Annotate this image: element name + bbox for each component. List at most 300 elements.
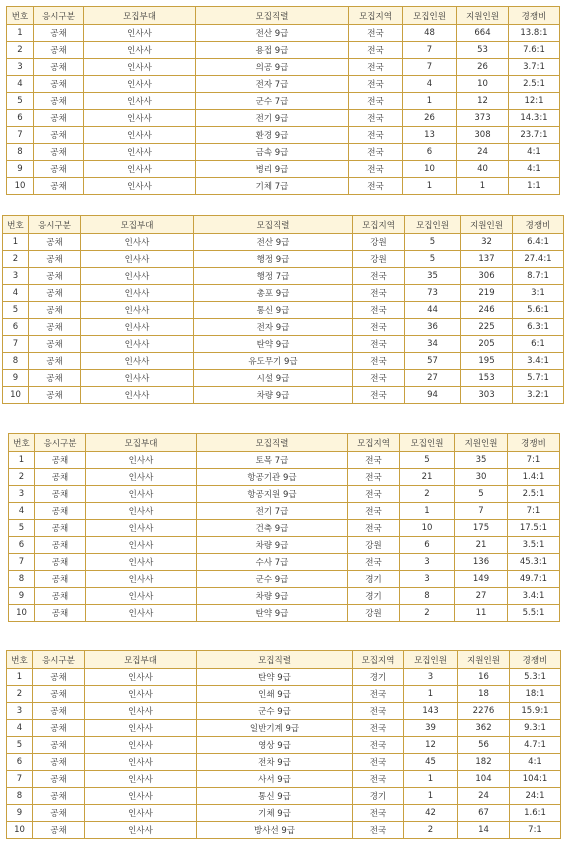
cell-recruit: 10 bbox=[403, 161, 457, 178]
cell-type: 공채 bbox=[34, 144, 84, 161]
cell-position: 수사 7급 bbox=[197, 554, 348, 571]
column-header-position: 모집직렬 bbox=[197, 434, 348, 452]
cell-type: 공채 bbox=[34, 93, 84, 110]
cell-ratio: 18:1 bbox=[510, 686, 561, 703]
column-header-recruit: 모집인원 bbox=[405, 216, 461, 234]
cell-region: 전국 bbox=[349, 59, 403, 76]
cell-region: 전국 bbox=[349, 110, 403, 127]
cell-type: 공채 bbox=[29, 319, 81, 336]
column-header-unit: 모집부대 bbox=[84, 7, 196, 25]
cell-recruit: 13 bbox=[403, 127, 457, 144]
cell-position: 군수 7급 bbox=[196, 93, 349, 110]
cell-ratio: 24:1 bbox=[510, 788, 561, 805]
cell-applicants: 153 bbox=[461, 370, 513, 387]
cell-no: 2 bbox=[3, 251, 29, 268]
cell-position: 건축 9급 bbox=[197, 520, 348, 537]
cell-ratio: 3.4:1 bbox=[513, 353, 564, 370]
cell-recruit: 1 bbox=[403, 93, 457, 110]
cell-position: 군수 9급 bbox=[197, 703, 353, 720]
table-row bbox=[3, 268, 564, 285]
cell-type: 공채 bbox=[34, 178, 84, 195]
cell-ratio: 5.3:1 bbox=[510, 669, 561, 686]
header-row bbox=[7, 651, 561, 669]
cell-position: 토목 7급 bbox=[197, 452, 348, 469]
cell-no: 5 bbox=[7, 737, 33, 754]
cell-ratio: 5.5:1 bbox=[508, 605, 560, 622]
column-header-position: 모집직렬 bbox=[197, 651, 353, 669]
cell-region: 전국 bbox=[348, 554, 400, 571]
table-row bbox=[7, 720, 561, 737]
cell-region: 전국 bbox=[353, 771, 404, 788]
column-header-recruit: 모집인원 bbox=[404, 651, 458, 669]
table-row bbox=[7, 59, 560, 76]
cell-applicants: 149 bbox=[455, 571, 508, 588]
cell-position: 시설 9급 bbox=[194, 370, 353, 387]
cell-no: 3 bbox=[3, 268, 29, 285]
cell-recruit: 94 bbox=[405, 387, 461, 404]
column-header-applicants: 지원인원 bbox=[457, 7, 509, 25]
cell-recruit: 4 bbox=[403, 76, 457, 93]
cell-type: 공채 bbox=[34, 110, 84, 127]
cell-ratio: 4:1 bbox=[510, 754, 561, 771]
column-header-no: 번호 bbox=[9, 434, 35, 452]
cell-ratio: 14.3:1 bbox=[509, 110, 560, 127]
column-header-type: 응시구분 bbox=[29, 216, 81, 234]
cell-region: 강원 bbox=[348, 537, 400, 554]
cell-recruit: 5 bbox=[405, 251, 461, 268]
cell-unit: 인사사 bbox=[85, 754, 197, 771]
recruitment-table-3 bbox=[8, 433, 560, 622]
cell-region: 경기 bbox=[353, 669, 404, 686]
cell-ratio: 3.4:1 bbox=[508, 588, 560, 605]
cell-applicants: 27 bbox=[455, 588, 508, 605]
table-row bbox=[3, 234, 564, 251]
cell-region: 전국 bbox=[349, 127, 403, 144]
cell-no: 4 bbox=[3, 285, 29, 302]
cell-ratio: 3.2:1 bbox=[513, 387, 564, 404]
cell-region: 전국 bbox=[348, 520, 400, 537]
cell-no: 6 bbox=[3, 319, 29, 336]
cell-position: 전자 9급 bbox=[194, 319, 353, 336]
cell-position: 차량 9급 bbox=[194, 387, 353, 404]
cell-no: 5 bbox=[7, 93, 34, 110]
column-header-recruit: 모집인원 bbox=[400, 434, 455, 452]
cell-unit: 인사사 bbox=[81, 251, 194, 268]
cell-no: 6 bbox=[9, 537, 35, 554]
cell-ratio: 1.4:1 bbox=[508, 469, 560, 486]
cell-applicants: 21 bbox=[455, 537, 508, 554]
table-row bbox=[7, 161, 560, 178]
cell-applicants: 7 bbox=[455, 503, 508, 520]
cell-position: 항공지원 9급 bbox=[197, 486, 348, 503]
cell-ratio: 4.7:1 bbox=[510, 737, 561, 754]
cell-unit: 인사사 bbox=[85, 703, 197, 720]
cell-position: 방사선 9급 bbox=[197, 822, 353, 839]
cell-recruit: 1 bbox=[400, 503, 455, 520]
cell-no: 7 bbox=[7, 127, 34, 144]
cell-applicants: 53 bbox=[457, 42, 509, 59]
cell-region: 전국 bbox=[348, 486, 400, 503]
cell-ratio: 7:1 bbox=[510, 822, 561, 839]
cell-applicants: 175 bbox=[455, 520, 508, 537]
cell-type: 공채 bbox=[29, 353, 81, 370]
cell-recruit: 5 bbox=[405, 234, 461, 251]
cell-position: 전기 9급 bbox=[196, 110, 349, 127]
cell-position: 금속 9급 bbox=[196, 144, 349, 161]
table-row bbox=[9, 469, 560, 486]
cell-applicants: 664 bbox=[457, 25, 509, 42]
cell-recruit: 21 bbox=[400, 469, 455, 486]
cell-position: 통신 9급 bbox=[194, 302, 353, 319]
cell-type: 공채 bbox=[35, 503, 86, 520]
cell-no: 7 bbox=[3, 336, 29, 353]
cell-region: 전국 bbox=[353, 703, 404, 720]
column-header-type: 응시구분 bbox=[33, 651, 85, 669]
cell-ratio: 27.4:1 bbox=[513, 251, 564, 268]
table-row bbox=[7, 93, 560, 110]
column-header-applicants: 지원인원 bbox=[458, 651, 510, 669]
column-header-no: 번호 bbox=[3, 216, 29, 234]
table-row bbox=[3, 370, 564, 387]
cell-type: 공채 bbox=[33, 703, 85, 720]
cell-unit: 인사사 bbox=[85, 686, 197, 703]
cell-recruit: 36 bbox=[405, 319, 461, 336]
cell-recruit: 1 bbox=[404, 788, 458, 805]
cell-region: 전국 bbox=[353, 285, 405, 302]
cell-applicants: 32 bbox=[461, 234, 513, 251]
cell-no: 6 bbox=[7, 110, 34, 127]
table-row bbox=[3, 319, 564, 336]
table-row bbox=[9, 588, 560, 605]
cell-region: 전국 bbox=[348, 503, 400, 520]
cell-applicants: 308 bbox=[457, 127, 509, 144]
cell-position: 영상 9급 bbox=[197, 737, 353, 754]
cell-ratio: 104:1 bbox=[510, 771, 561, 788]
cell-position: 기체 7급 bbox=[196, 178, 349, 195]
cell-region: 전국 bbox=[353, 387, 405, 404]
cell-no: 1 bbox=[3, 234, 29, 251]
cell-unit: 인사사 bbox=[81, 285, 194, 302]
cell-position: 일반기계 9급 bbox=[197, 720, 353, 737]
cell-region: 전국 bbox=[349, 178, 403, 195]
cell-recruit: 143 bbox=[404, 703, 458, 720]
cell-no: 2 bbox=[7, 686, 33, 703]
cell-no: 9 bbox=[3, 370, 29, 387]
cell-applicants: 10 bbox=[457, 76, 509, 93]
cell-unit: 인사사 bbox=[84, 25, 196, 42]
cell-no: 2 bbox=[7, 42, 34, 59]
cell-type: 공채 bbox=[29, 336, 81, 353]
cell-recruit: 35 bbox=[405, 268, 461, 285]
table-row bbox=[7, 754, 561, 771]
cell-position: 행정 9급 bbox=[194, 251, 353, 268]
cell-applicants: 40 bbox=[457, 161, 509, 178]
column-header-type: 응시구분 bbox=[35, 434, 86, 452]
cell-recruit: 3 bbox=[400, 571, 455, 588]
cell-unit: 인사사 bbox=[81, 387, 194, 404]
cell-applicants: 136 bbox=[455, 554, 508, 571]
table-row bbox=[3, 285, 564, 302]
cell-recruit: 27 bbox=[405, 370, 461, 387]
cell-position: 의공 9급 bbox=[196, 59, 349, 76]
cell-unit: 인사사 bbox=[81, 336, 194, 353]
cell-unit: 인사사 bbox=[86, 486, 197, 503]
table-row bbox=[3, 353, 564, 370]
cell-region: 전국 bbox=[353, 353, 405, 370]
cell-region: 전국 bbox=[353, 720, 404, 737]
cell-ratio: 9.3:1 bbox=[510, 720, 561, 737]
cell-region: 전국 bbox=[353, 822, 404, 839]
cell-ratio: 8.7:1 bbox=[513, 268, 564, 285]
cell-applicants: 104 bbox=[458, 771, 510, 788]
cell-region: 경기 bbox=[353, 788, 404, 805]
cell-position: 탄약 9급 bbox=[197, 669, 353, 686]
column-header-ratio: 경쟁비 bbox=[513, 216, 564, 234]
cell-unit: 인사사 bbox=[81, 302, 194, 319]
cell-unit: 인사사 bbox=[85, 788, 197, 805]
cell-ratio: 3.5:1 bbox=[508, 537, 560, 554]
cell-type: 공채 bbox=[33, 805, 85, 822]
cell-recruit: 3 bbox=[400, 554, 455, 571]
table-row bbox=[7, 686, 561, 703]
cell-applicants: 182 bbox=[458, 754, 510, 771]
table-row bbox=[9, 486, 560, 503]
cell-recruit: 26 bbox=[403, 110, 457, 127]
cell-no: 4 bbox=[9, 503, 35, 520]
column-header-region: 모집지역 bbox=[348, 434, 400, 452]
cell-type: 공채 bbox=[34, 59, 84, 76]
cell-ratio: 2.5:1 bbox=[508, 486, 560, 503]
cell-unit: 인사사 bbox=[85, 737, 197, 754]
cell-ratio: 7:1 bbox=[508, 503, 560, 520]
cell-ratio: 7.6:1 bbox=[509, 42, 560, 59]
column-header-unit: 모집부대 bbox=[86, 434, 197, 452]
cell-ratio: 1:1 bbox=[509, 178, 560, 195]
cell-region: 경기 bbox=[348, 588, 400, 605]
cell-no: 7 bbox=[7, 771, 33, 788]
cell-type: 공채 bbox=[33, 771, 85, 788]
cell-region: 전국 bbox=[353, 319, 405, 336]
cell-ratio: 4:1 bbox=[509, 161, 560, 178]
cell-position: 환경 9급 bbox=[196, 127, 349, 144]
table-row bbox=[9, 571, 560, 588]
table-row bbox=[7, 737, 561, 754]
column-header-ratio: 경쟁비 bbox=[509, 7, 560, 25]
cell-applicants: 14 bbox=[458, 822, 510, 839]
cell-region: 강원 bbox=[348, 605, 400, 622]
cell-type: 공채 bbox=[33, 737, 85, 754]
cell-region: 강원 bbox=[353, 251, 405, 268]
cell-no: 10 bbox=[9, 605, 35, 622]
column-header-region: 모집지역 bbox=[349, 7, 403, 25]
column-header-unit: 모집부대 bbox=[81, 216, 194, 234]
cell-unit: 인사사 bbox=[81, 353, 194, 370]
cell-region: 전국 bbox=[349, 42, 403, 59]
table-row bbox=[3, 251, 564, 268]
cell-recruit: 1 bbox=[403, 178, 457, 195]
table-row bbox=[7, 805, 561, 822]
table-row bbox=[7, 42, 560, 59]
table-row bbox=[7, 25, 560, 42]
cell-region: 전국 bbox=[348, 452, 400, 469]
cell-no: 5 bbox=[9, 520, 35, 537]
cell-type: 공채 bbox=[35, 520, 86, 537]
cell-no: 1 bbox=[7, 669, 33, 686]
cell-no: 1 bbox=[7, 25, 34, 42]
cell-unit: 인사사 bbox=[84, 42, 196, 59]
cell-recruit: 57 bbox=[405, 353, 461, 370]
cell-no: 4 bbox=[7, 76, 34, 93]
cell-unit: 인사사 bbox=[86, 452, 197, 469]
cell-unit: 인사사 bbox=[81, 268, 194, 285]
cell-unit: 인사사 bbox=[85, 805, 197, 822]
column-header-recruit: 모집인원 bbox=[403, 7, 457, 25]
cell-ratio: 5.6:1 bbox=[513, 302, 564, 319]
cell-unit: 인사사 bbox=[84, 110, 196, 127]
table-row bbox=[7, 76, 560, 93]
cell-recruit: 1 bbox=[404, 686, 458, 703]
cell-position: 사서 9급 bbox=[197, 771, 353, 788]
cell-no: 8 bbox=[3, 353, 29, 370]
table-row bbox=[7, 178, 560, 195]
cell-ratio: 45.3:1 bbox=[508, 554, 560, 571]
cell-no: 5 bbox=[3, 302, 29, 319]
cell-type: 공채 bbox=[35, 469, 86, 486]
cell-ratio: 17.5:1 bbox=[508, 520, 560, 537]
cell-position: 차량 9급 bbox=[197, 537, 348, 554]
cell-type: 공채 bbox=[29, 285, 81, 302]
cell-applicants: 5 bbox=[455, 486, 508, 503]
column-header-ratio: 경쟁비 bbox=[508, 434, 560, 452]
cell-type: 공채 bbox=[35, 537, 86, 554]
cell-position: 전산 9급 bbox=[196, 25, 349, 42]
cell-type: 공채 bbox=[35, 452, 86, 469]
cell-position: 통신 9급 bbox=[197, 788, 353, 805]
cell-position: 군수 9급 bbox=[197, 571, 348, 588]
cell-ratio: 12:1 bbox=[509, 93, 560, 110]
cell-region: 전국 bbox=[353, 805, 404, 822]
cell-position: 전산 9급 bbox=[194, 234, 353, 251]
cell-position: 전자 7급 bbox=[196, 76, 349, 93]
cell-type: 공채 bbox=[35, 486, 86, 503]
cell-region: 강원 bbox=[353, 234, 405, 251]
cell-position: 탄약 9급 bbox=[197, 605, 348, 622]
table-row bbox=[3, 336, 564, 353]
cell-no: 3 bbox=[7, 703, 33, 720]
cell-applicants: 26 bbox=[457, 59, 509, 76]
cell-type: 공채 bbox=[35, 554, 86, 571]
cell-applicants: 30 bbox=[455, 469, 508, 486]
column-header-ratio: 경쟁비 bbox=[510, 651, 561, 669]
header-row bbox=[7, 7, 560, 25]
cell-applicants: 35 bbox=[455, 452, 508, 469]
column-header-applicants: 지원인원 bbox=[461, 216, 513, 234]
cell-recruit: 2 bbox=[400, 605, 455, 622]
column-header-unit: 모집부대 bbox=[85, 651, 197, 669]
cell-recruit: 5 bbox=[400, 452, 455, 469]
cell-no: 9 bbox=[7, 805, 33, 822]
cell-unit: 인사사 bbox=[86, 605, 197, 622]
cell-unit: 인사사 bbox=[84, 59, 196, 76]
cell-unit: 인사사 bbox=[84, 161, 196, 178]
cell-unit: 인사사 bbox=[86, 520, 197, 537]
table-row bbox=[7, 703, 561, 720]
cell-no: 10 bbox=[3, 387, 29, 404]
table-row bbox=[7, 144, 560, 161]
cell-applicants: 67 bbox=[458, 805, 510, 822]
cell-applicants: 11 bbox=[455, 605, 508, 622]
cell-applicants: 2276 bbox=[458, 703, 510, 720]
cell-region: 전국 bbox=[353, 754, 404, 771]
cell-ratio: 5.7:1 bbox=[513, 370, 564, 387]
cell-type: 공채 bbox=[33, 669, 85, 686]
cell-type: 공채 bbox=[29, 370, 81, 387]
cell-unit: 인사사 bbox=[86, 571, 197, 588]
column-header-applicants: 지원인원 bbox=[455, 434, 508, 452]
table-row bbox=[9, 605, 560, 622]
table-row bbox=[7, 127, 560, 144]
cell-applicants: 373 bbox=[457, 110, 509, 127]
cell-ratio: 23.7:1 bbox=[509, 127, 560, 144]
cell-type: 공채 bbox=[29, 234, 81, 251]
cell-ratio: 6.3:1 bbox=[513, 319, 564, 336]
table-row bbox=[7, 669, 561, 686]
cell-unit: 인사사 bbox=[81, 234, 194, 251]
cell-position: 기체 9급 bbox=[197, 805, 353, 822]
cell-type: 공채 bbox=[29, 387, 81, 404]
cell-applicants: 16 bbox=[458, 669, 510, 686]
table-row bbox=[7, 822, 561, 839]
column-header-position: 모집직렬 bbox=[196, 7, 349, 25]
cell-recruit: 48 bbox=[403, 25, 457, 42]
cell-region: 전국 bbox=[353, 686, 404, 703]
cell-no: 1 bbox=[9, 452, 35, 469]
table-row bbox=[7, 110, 560, 127]
cell-applicants: 1 bbox=[457, 178, 509, 195]
cell-recruit: 12 bbox=[404, 737, 458, 754]
cell-type: 공채 bbox=[33, 686, 85, 703]
table-row bbox=[9, 537, 560, 554]
header-row bbox=[3, 216, 564, 234]
cell-type: 공채 bbox=[34, 161, 84, 178]
cell-position: 전기 7급 bbox=[197, 503, 348, 520]
cell-unit: 인사사 bbox=[86, 503, 197, 520]
cell-region: 전국 bbox=[353, 370, 405, 387]
cell-recruit: 34 bbox=[405, 336, 461, 353]
cell-applicants: 24 bbox=[458, 788, 510, 805]
cell-position: 용접 9급 bbox=[196, 42, 349, 59]
cell-unit: 인사사 bbox=[81, 370, 194, 387]
cell-unit: 인사사 bbox=[86, 554, 197, 571]
cell-unit: 인사사 bbox=[86, 537, 197, 554]
column-header-no: 번호 bbox=[7, 7, 34, 25]
table-row bbox=[9, 520, 560, 537]
cell-unit: 인사사 bbox=[85, 771, 197, 788]
cell-unit: 인사사 bbox=[81, 319, 194, 336]
cell-no: 6 bbox=[7, 754, 33, 771]
cell-position: 총포 9급 bbox=[194, 285, 353, 302]
cell-unit: 인사사 bbox=[84, 76, 196, 93]
cell-region: 전국 bbox=[348, 469, 400, 486]
cell-type: 공채 bbox=[29, 251, 81, 268]
recruitment-table-4 bbox=[6, 650, 561, 839]
cell-ratio: 2.5:1 bbox=[509, 76, 560, 93]
cell-no: 3 bbox=[9, 486, 35, 503]
cell-unit: 인사사 bbox=[85, 822, 197, 839]
cell-ratio: 15.9:1 bbox=[510, 703, 561, 720]
cell-applicants: 195 bbox=[461, 353, 513, 370]
cell-recruit: 44 bbox=[405, 302, 461, 319]
